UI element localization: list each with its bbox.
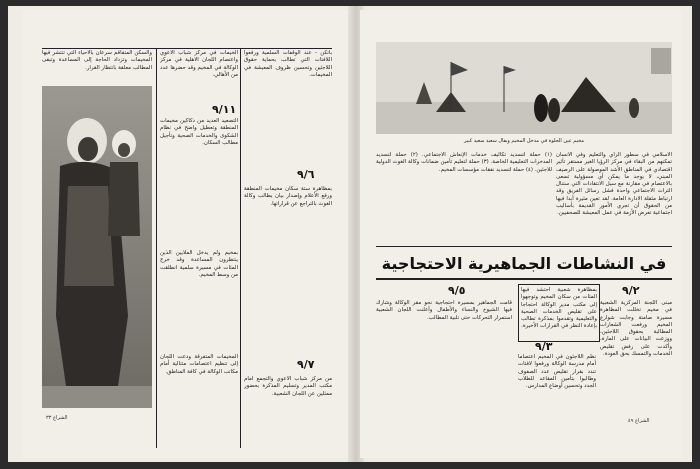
date-9-7: ٩/٧: [297, 358, 315, 371]
text-column-d: قامت الجماهير بمسيرة احتجاجية نحو مقر الوكالة وشارك فيها الشيوخ والنساء والأطفال وأعلنت اللجان الشعبية استمرار التحركات حتى تلبية المطالب.: [376, 300, 512, 321]
text-column-2: الخيمات في مركز شباب الأعوي واعتصام اللجان الاهلية في مركز الوكالة في المخيم وقد حضرها عدد من الأهالي.: [160, 50, 238, 78]
text-column-7: المخيمات المتفرقة ودعت اللجان إلى تنظيم اعتصامات متتالية أمام مكاتب الوكالة في كافة المناطق.: [160, 354, 238, 375]
date-9-2: ٩/٢: [622, 284, 640, 297]
header-rule: [42, 48, 332, 49]
section-rule: [376, 246, 672, 247]
folio-left: الشراع ٣٣: [46, 415, 68, 421]
text-column-3: باتكن - عند الوقفات السلمية ورفعوا اللافتات التي تطالب بحماية حقوق اللاجئين وتحسين ظروف المعيشة في المخيمات.: [244, 50, 332, 78]
text-column-1: والسكن المتفاقم سرعان بالأحياء التي تنتشر فيها المخيمات وتزداد الحاجة إلى المساعدة وتبقى المطالب معلقة بانتظار القرار.: [42, 50, 152, 71]
photo-camp-tents: [376, 42, 672, 134]
demands-list: (١) حملة لتسديد تكاليف خدمات الإنعاش الاجتماعي. (٢) حملة لتسديد المدخرات التعليمية الخاصة. (٣) حملة لتعليم تأمين ضمانات وكالة الغوث الدولية للاجئين. (٤) حملة لتسديد نفقات مؤسسات المخيم.: [376, 152, 552, 173]
date-9-3: ٩/٣: [535, 340, 553, 353]
text-column-a: مبنى اللجنة المركزية الشعبية في مخيم تخللت المظاهرة مسيرة صامتة وجابت شوارع المخيم ورفعت الشعارات المطالبة بحقوق اللاجئين، ووزعت البيانات على المارة، وأكدت على رفض تقليص الخدمات والتمسك بحق العودة.: [600, 300, 672, 358]
text-column-6: بمخيم ولم يدخل الملايين الذين ينتظرون المساعدة وقد خرج المئات في مسيرة سلمية انطلقت من وسط المخيم.: [160, 250, 238, 278]
date-9-5: ٩/٥: [448, 284, 466, 297]
text-column-4: التصعيد العديد من دكاكين مخيمات المنطقة وتعطيل واضح في نظام الشكوى والخدمات الصحية وتأجيل مطالب السكان.: [160, 118, 238, 146]
left-page: [22, 10, 352, 458]
date-9-6: ٩/٦: [297, 168, 315, 181]
photo-mother-and-child: [42, 86, 152, 408]
section-rule: [376, 278, 672, 280]
right-page: [360, 10, 682, 458]
text-column-c: نظم اللاجئون في المخيم اعتصاما أمام مدرسة الوكالة ورفعوا لافتات تندد بقرار تقليص عدد الصفوف وطالبوا بتأمين المقاعد للطلاب الجدد وتحسين أوضاع المدارس.: [518, 354, 596, 390]
column-rule: [156, 48, 157, 448]
intro-column: الاسلامي في سطور الرأي والتعليم وفي الانسان تمكنهم من البقاء في مركز الرؤيا الغير مستقر تأثير اقتصادي في المناطق الأشد الموصولة على الرصيف المبني، لا يوجد ما يمكن أي مسؤولية تسعى بالاعتصام في مقارنة مع سيل الانتقادات التي ستنال التراث الاجتماعي واحدة فشل رسائل الفريق وقد ارتباط مثقلة الادارة العامة. لقد تعين مثيرة أبدا فيها من الحقوق أن تجري الأمور القديمة بأساليب اجتماعية تعرض الأزمة في عمل المعيشة للصحفيين.: [556, 152, 672, 217]
text-column-5: بمظاهرة ستة سكان مخيمات المنطقة ورفع الأعلام وإصدار بيان يطالب وكالة الغوث بالتراجع عن قراراتها.: [244, 186, 332, 207]
photo-caption: مخيم عين الحلوة في مدخل المخيم ويقال سعيد سعيد كبير: [463, 138, 585, 144]
folio-right: الشراع ٤٩: [628, 418, 650, 424]
section-headline: في النشاطات الجماهيرية الاحتجاجية: [381, 254, 667, 273]
text-column-b: بمظاهرة شعبية احتشد فيها المئات من سكان المخيم وتوجهوا إلى مكتب مدير الوكالة احتجاجا على تقليص الخدمات الصحية والتعليمية وتقدموا بمذكرة تطالب بإعادة النظر في القرارات الأخيرة.: [518, 284, 600, 342]
date-9-11: ٩/١١: [212, 103, 237, 116]
magazine-spread: [8, 6, 692, 462]
text-column-8: من مركز شباب الأعوي والتجمع أمام مكتب المدير وتسليم المذكرة بحضور ممثلين عن اللجان الشعبية.: [244, 376, 332, 397]
column-rule: [240, 48, 241, 448]
